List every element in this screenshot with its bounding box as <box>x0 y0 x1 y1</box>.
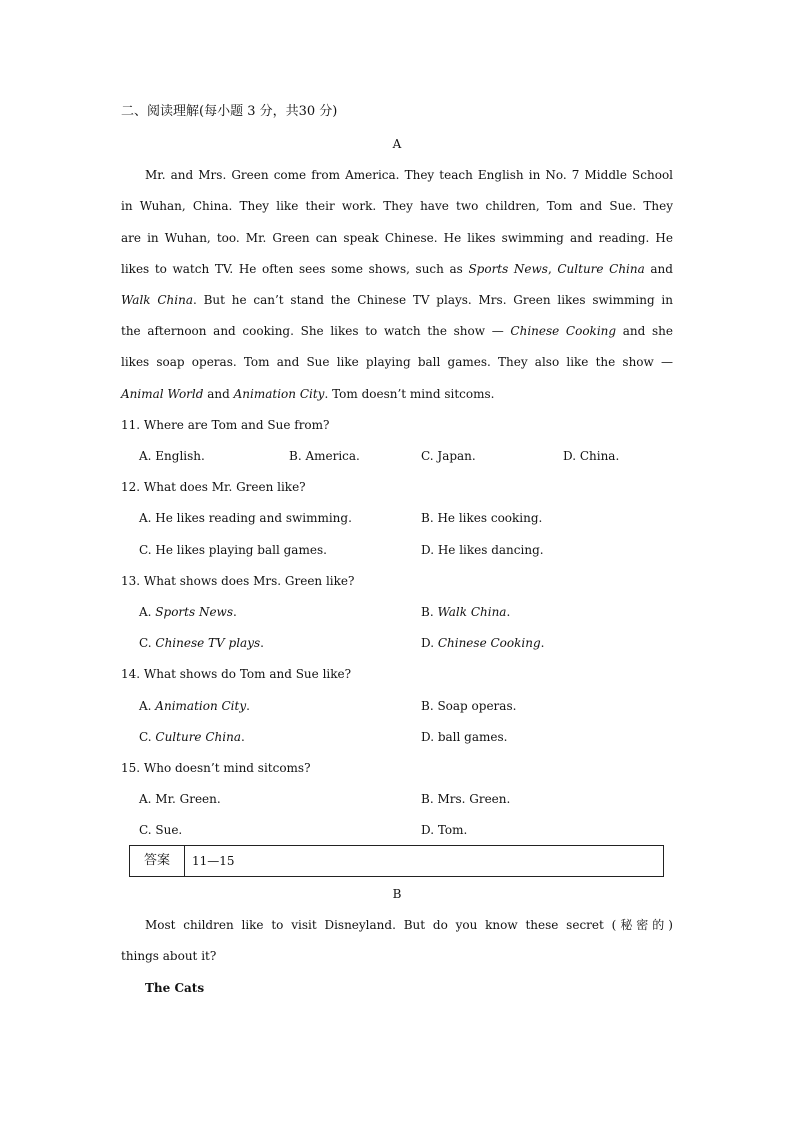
option-a[interactable] <box>139 698 250 714</box>
question-stem: 11. Where are Tom and Sue from? <box>121 418 330 432</box>
option-d[interactable] <box>421 635 544 651</box>
option-letter: A. <box>139 699 156 713</box>
passage-a-line-8 <box>121 386 494 402</box>
passage-text: and <box>203 387 234 401</box>
option-a[interactable] <box>139 604 237 620</box>
show-title: Animation City <box>155 699 247 713</box>
passage-a-line-5 <box>121 292 673 308</box>
option-b[interactable] <box>421 604 510 620</box>
show-title: Animal World <box>121 387 204 401</box>
question-stem: 14. What shows do Tom and Sue like? <box>121 667 352 681</box>
show-title: Walk China <box>121 293 193 307</box>
option-c[interactable]: C. He likes playing ball games. <box>139 543 327 557</box>
show-title: Sports News <box>468 262 548 276</box>
option-suffix: . <box>540 636 545 650</box>
option-a[interactable]: A. Mr. Green. <box>139 792 221 806</box>
show-title: Culture China <box>155 730 241 744</box>
option-b[interactable] <box>421 698 516 714</box>
passage-text: in Wuhan, China. They like their work. They have two children, Tom and Sue. They <box>121 199 673 213</box>
show-title: Animation City <box>233 387 325 401</box>
option-suffix: . <box>246 699 250 713</box>
option-c[interactable] <box>139 635 264 651</box>
option-b[interactable]: B. He likes cooking. <box>421 511 543 525</box>
option-suffix: . <box>233 605 237 619</box>
option-d[interactable] <box>421 729 507 745</box>
passage-a-line-6 <box>121 323 673 339</box>
show-title: Sports News <box>155 605 233 619</box>
section-heading: 二、阅读理解(每小题 3 分，共30 分) <box>121 104 338 119</box>
passage-a-line-4 <box>121 261 673 277</box>
passage-a-line-1 <box>145 167 673 183</box>
passage-a-line-7 <box>121 354 673 370</box>
passage-text: Mr. and Mrs. Green come from America. They teach English in No. 7 Middle School <box>145 168 673 182</box>
option-b[interactable]: B. Mrs. Green. <box>421 792 511 806</box>
option-suffix: . <box>260 636 264 650</box>
passage-text: likes to watch TV. He often sees some shows, such as <box>121 262 469 276</box>
option-c[interactable]: C. Sue. <box>139 823 183 837</box>
option-suffix: Soap operas. <box>437 699 517 713</box>
option-letter: D. <box>421 730 438 744</box>
passage-text: , <box>547 262 558 276</box>
option-d[interactable]: D. He likes dancing. <box>421 543 544 557</box>
passage-text: . Tom doesn’t mind sitcoms. <box>324 387 495 401</box>
passage-text: are in Wuhan, too. Mr. Green can speak Chinese. He likes swimming and reading. He <box>121 231 673 245</box>
passage-a-line-2 <box>121 198 673 214</box>
option-letter: B. <box>421 699 438 713</box>
answer-value[interactable]: 11—15 <box>192 854 235 868</box>
passage-a-label: A <box>392 137 402 151</box>
show-title: Chinese Cooking <box>437 636 541 650</box>
passage-text: and <box>644 262 673 276</box>
show-title: Chinese TV plays <box>155 636 261 650</box>
question-stem: 12. What does Mr. Green like? <box>121 480 306 494</box>
option-letter: C. <box>139 730 156 744</box>
answer-label: 答案 <box>130 846 185 876</box>
option-letter: D. <box>421 636 438 650</box>
passage-text: and she <box>616 324 673 338</box>
option-c[interactable] <box>139 729 245 745</box>
show-title: Chinese Cooking <box>510 324 617 338</box>
option-suffix: . <box>506 605 511 619</box>
option-d[interactable]: D. China. <box>563 449 620 463</box>
passage-a-line-3 <box>121 230 673 246</box>
option-d[interactable]: D. Tom. <box>421 823 468 837</box>
passage-text: the afternoon and cooking. She likes to watch the show — <box>121 324 511 338</box>
passage-text: . But he can’t stand the Chinese TV plays. Mrs. Green likes swimming in <box>192 293 673 307</box>
passage-b-label: B <box>392 887 402 901</box>
question-stem: 15. Who doesn’t mind sitcoms? <box>121 761 311 775</box>
option-b[interactable]: B. America. <box>289 449 360 463</box>
passage-text: Most children like to visit Disneyland. But do you know these secret (秘密的) <box>145 918 673 932</box>
option-c[interactable]: C. Japan. <box>421 449 476 463</box>
show-title: Walk China <box>437 605 507 619</box>
passage-text: likes soap operas. Tom and Sue like playing ball games. They also like the show — <box>121 355 673 369</box>
option-letter: B. <box>421 605 438 619</box>
passage-b-subheading: The Cats <box>145 981 205 995</box>
passage-b-line-1 <box>145 917 673 933</box>
answer-box <box>129 845 664 877</box>
option-suffix: . <box>240 730 245 744</box>
option-suffix: ball games. <box>437 730 508 744</box>
option-letter: C. <box>139 636 156 650</box>
passage-b-line-2: things about it? <box>121 949 217 963</box>
option-a[interactable]: A. He likes reading and swimming. <box>139 511 352 525</box>
question-stem: 13. What shows does Mrs. Green like? <box>121 574 355 588</box>
show-title: Culture China <box>557 262 645 276</box>
option-letter: A. <box>139 605 156 619</box>
option-a[interactable]: A. English. <box>139 449 205 463</box>
